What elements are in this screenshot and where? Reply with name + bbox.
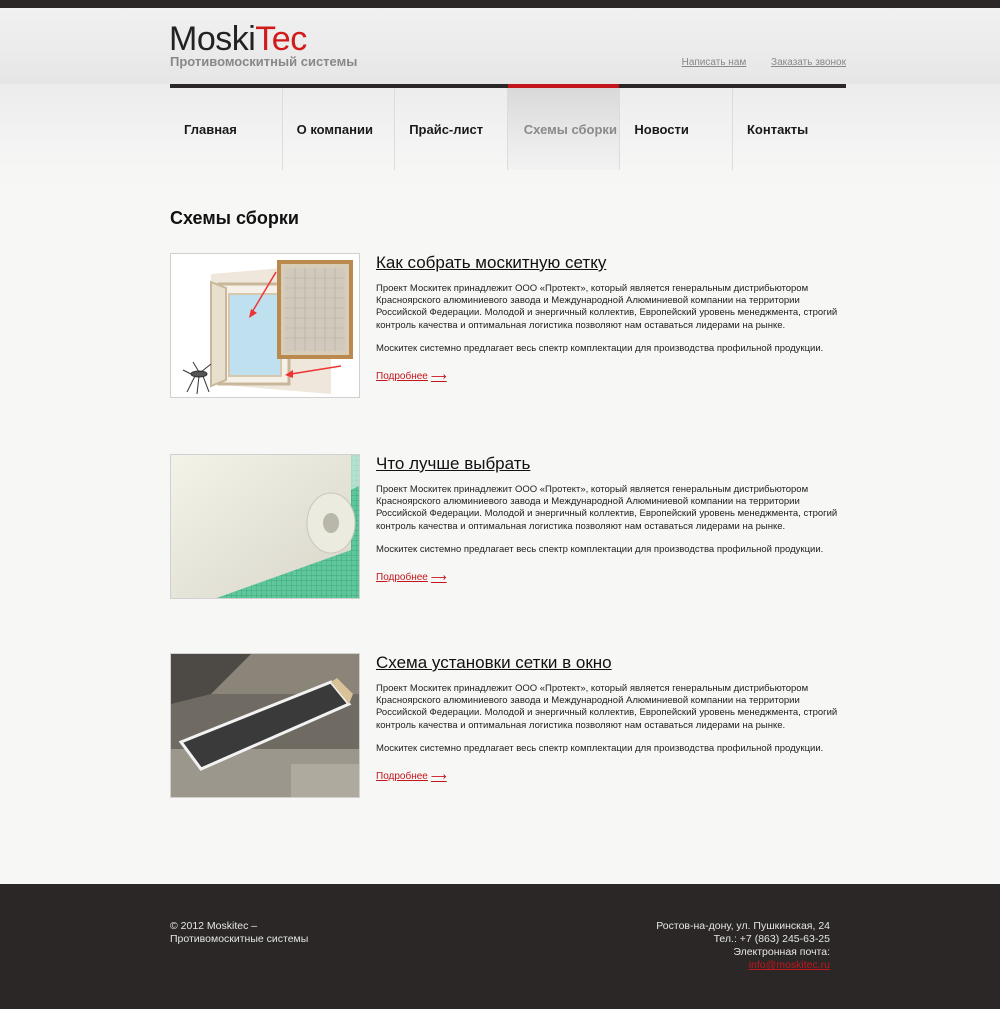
copyright-line-1: © 2012 Moskitec – xyxy=(170,920,258,932)
article-2-paragraph-2: Москитек системно предлагает весь спектр комплектации для производства профильной продукции. xyxy=(376,543,824,555)
order-call-link[interactable]: Заказать звонок xyxy=(771,57,846,68)
article-1-body xyxy=(376,253,846,384)
article-3-paragraph-1: Проект Москитек принадлежит ООО «Протект», который является генеральным дистрибьютором Красноярского алюминиевого завода и Международной Алюминиевой компании на территории Российской Федерации. Молодой и энергичный коллектив, Европейский уровень менеджмента, строгий контроль качества и оптимальная логистика позволяют нам оставаться лидерами на рынке. xyxy=(376,683,838,731)
footer-address: Ростов-на-дону, ул. Пушкинская, 24 xyxy=(656,920,830,932)
navigation-area xyxy=(0,84,1000,188)
write-us-link[interactable]: Написать нам xyxy=(681,57,747,68)
top-links xyxy=(660,57,846,68)
arrow-right-icon: ⟶ xyxy=(430,371,447,384)
article-3-more-link[interactable] xyxy=(376,770,447,783)
footer-email-link[interactable]: info@moskitec.ru xyxy=(748,959,830,971)
nav-item-about[interactable]: О компании xyxy=(283,88,396,170)
article-3-title[interactable]: Схема установки сетки в окно xyxy=(376,653,612,672)
footer-phone: Тел.: +7 (863) 245-63-25 xyxy=(713,933,830,945)
footer-email-label: Электронная почта: xyxy=(733,946,830,958)
page-title: Схемы сборки xyxy=(170,208,299,228)
nav-item-home[interactable]: Главная xyxy=(170,88,283,170)
nav-item-news[interactable]: Новости xyxy=(620,88,733,170)
article-3-body xyxy=(376,653,846,784)
article-2 xyxy=(170,454,846,604)
article-3-more-label: Подробнее xyxy=(376,771,428,783)
nav-item-pricelist[interactable]: Прайс-лист xyxy=(395,88,508,170)
nav-item-assembly-schemes[interactable]: Схемы сборки xyxy=(508,88,621,170)
mesh-roll-photo xyxy=(171,455,360,599)
article-1-more-label: Подробнее xyxy=(376,371,428,383)
article-1 xyxy=(170,253,846,403)
article-2-image[interactable] xyxy=(170,454,360,599)
footer-copyright xyxy=(170,920,308,946)
logo-part2: Tec xyxy=(255,20,307,58)
copyright-line-2: Противомоскитные системы xyxy=(170,933,309,945)
logo-part1: Moski xyxy=(169,20,256,58)
article-2-title[interactable]: Что лучше выбрать xyxy=(376,454,531,473)
screen-frame-photo xyxy=(171,654,360,798)
article-2-paragraph-1: Проект Москитек принадлежит ООО «Протект», который является генеральным дистрибьютором Красноярского алюминиевого завода и Международной Алюминиевой компании на территории Российской Федерации. Молодой и энергичный коллектив, Европейский уровень менеджмента, строгий контроль качества и оптимальная логистика позволяют нам оставаться лидерами на рынке. xyxy=(376,484,838,532)
logo[interactable] xyxy=(169,22,307,56)
main-nav xyxy=(170,88,846,170)
article-3 xyxy=(170,653,846,803)
article-2-body xyxy=(376,454,846,585)
article-1-title[interactable]: Как собрать москитную сетку xyxy=(376,253,607,272)
article-2-more-label: Подробнее xyxy=(376,572,428,584)
footer-contacts xyxy=(656,920,830,972)
nav-item-contacts[interactable]: Контакты xyxy=(746,121,809,137)
top-bar xyxy=(0,0,1000,8)
article-3-paragraph-2: Москитек системно предлагает весь спектр комплектации для производства профильной продукции. xyxy=(376,742,824,754)
article-1-paragraph-2: Москитек системно предлагает весь спектр комплектации для производства профильной продукции. xyxy=(376,342,824,354)
arrow-right-icon: ⟶ xyxy=(430,771,447,784)
article-1-image[interactable] xyxy=(170,253,360,398)
footer xyxy=(0,884,1000,1009)
article-3-image[interactable] xyxy=(170,653,360,798)
article-2-more-link[interactable] xyxy=(376,571,447,584)
tagline: Противомоскитный системы xyxy=(170,54,358,69)
arrow-right-icon: ⟶ xyxy=(430,572,447,585)
window-mosquito-net-illustration xyxy=(171,254,360,398)
article-1-paragraph-1: Проект Москитек принадлежит ООО «Протект», который является генеральным дистрибьютором Красноярского алюминиевого завода и Международной Алюминиевой компании на территории Российской Федерации. Молодой и энергичный коллектив, Европейский уровень менеджмента, строгий контроль качества и оптимальная логистика позволяют нам оставаться лидерами на рынке. xyxy=(376,283,838,331)
header xyxy=(0,8,1000,84)
article-1-more-link[interactable] xyxy=(376,370,447,383)
